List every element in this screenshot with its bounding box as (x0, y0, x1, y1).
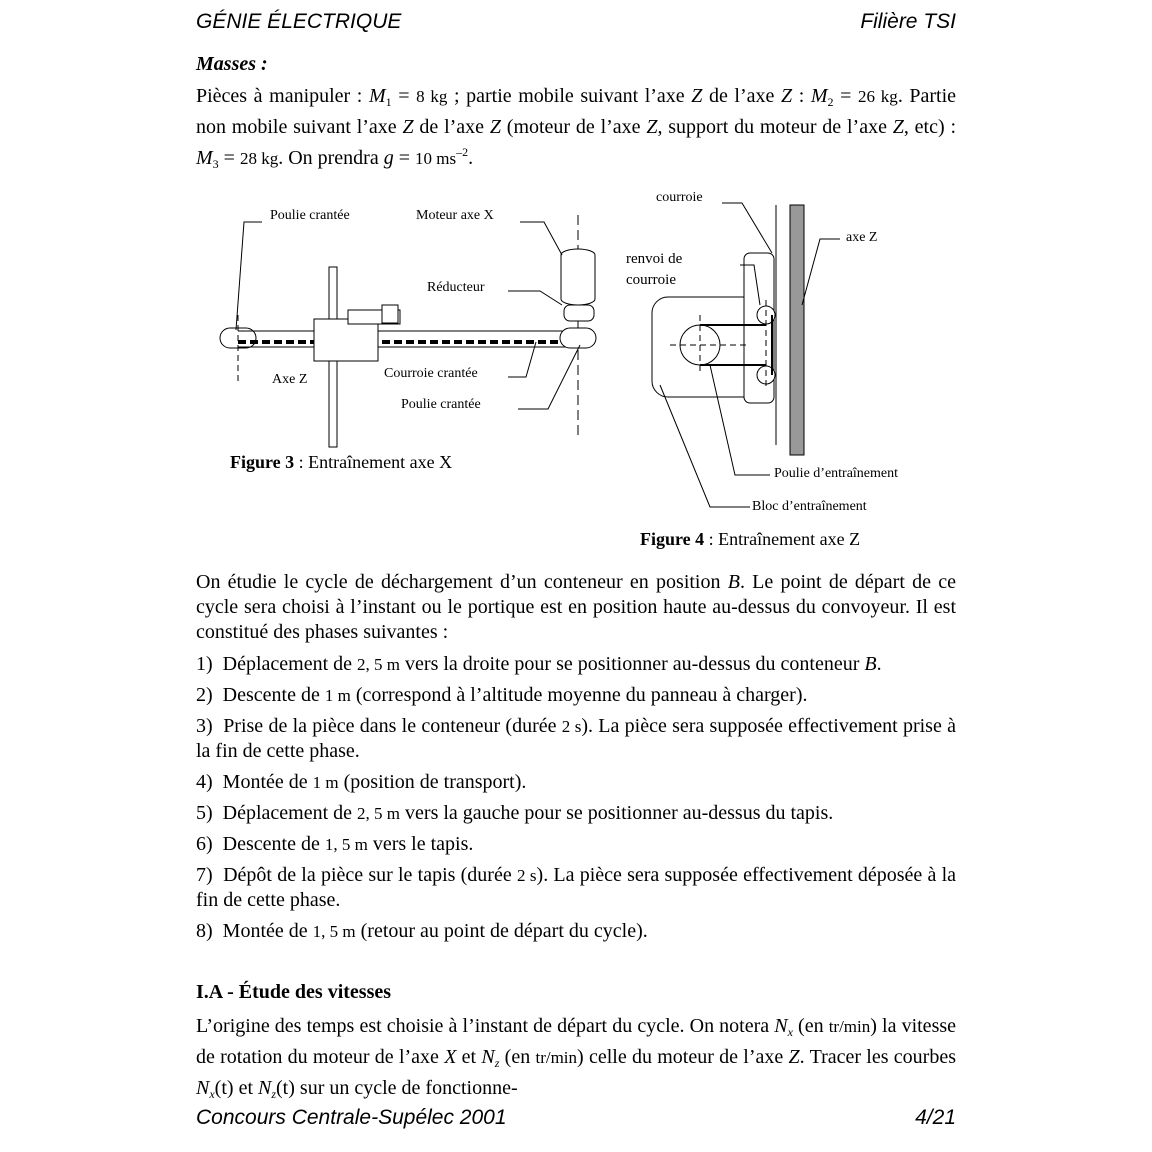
fig4-label-poulie: Poulie d’entraînement (774, 466, 899, 481)
fig3-label-moteur: Moteur axe X (416, 208, 494, 223)
phase-item: 5) Déplacement de 2, 5 m vers la gauche pour se positionner au-dessus du tapis. (196, 802, 834, 824)
fig3-label-poulie-bottom: Poulie crantée (401, 397, 481, 412)
belt-shape (238, 331, 580, 347)
fig4-label-axez: axe Z (846, 230, 878, 245)
fig3-label-reducteur: Réducteur (427, 280, 485, 295)
phase-item: 3) Prise de la pièce dans le conteneur (durée 2 s). La pièce sera supposée effectivement prise à la fin de cette phase. (196, 715, 956, 762)
fig4-label-renvoi-1: renvoi de (626, 251, 683, 267)
motor-assembly (560, 215, 596, 435)
intro-paragraph: On étudie le cycle de déchargement d’un conteneur en position B. Le point de départ de ce cycle sera choisi à l’instant ou le portique est en position haute au-dessus du convoyeur. Il est constitué des phases suivantes : (196, 571, 956, 643)
fig3-label-axez: Axe Z (272, 372, 308, 387)
phase-item: 1) Déplacement de 2, 5 m vers la droite pour se positionner au-dessus du conteneur B. (196, 653, 882, 675)
header-subject: GÉNIE ÉLECTRIQUE (196, 10, 402, 33)
phase-item: 2) Descente de 1 m (correspond à l’altitude moyenne du panneau à charger). (196, 684, 808, 706)
figure-3-diagram (210, 195, 610, 455)
z-axis-bar (776, 205, 804, 455)
phase-item: 8) Montée de 1, 5 m (retour au point de départ du cycle). (196, 920, 648, 942)
figure-3-caption: Figure 3 : Entraînement axe X (230, 452, 453, 472)
phases-list (196, 652, 956, 950)
fig4-label-courroie: courroie (656, 190, 703, 205)
fig4-label-renvoi-2: courroie (626, 272, 676, 288)
fig4-label-bloc: Bloc d’entraînement (752, 499, 867, 514)
phase-item: 7) Dépôt de la pièce sur le tapis (durée 2 s). La pièce sera supposée effectivement déposée à la fin de cette phase. (196, 864, 957, 911)
footer-contest: Concours Centrale-Supélec 2001 (196, 1106, 507, 1129)
figure-4-caption: Figure 4 : Entraînement axe Z (640, 529, 861, 549)
fig3-label-courroie: Courroie crantée (384, 366, 478, 381)
phase-item: 4) Montée de 1 m (position de transport). (196, 771, 527, 793)
footer-page-number: 4/21 (915, 1106, 956, 1129)
speeds-paragraph: L’origine des temps est choisie à l’instant de départ du cycle. On notera $N_x$ (en tr/min) la vitesse de rotation du moteur de l’axe X et $N_z$ (en tr/min) celle du moteur de l’axe Z. Tracer les courbes $N_x(t)$ et $N_z(t)$ sur un cycle de fonctionne- (196, 1015, 957, 1101)
left-pulley-shape (220, 315, 256, 385)
phase-item: 6) Descente de 1, 5 m vers le tapis. (196, 833, 474, 855)
z-axis-column (314, 267, 400, 447)
masses-paragraph: Pièces à manipuler : $M_1 = 8$ kg ; partie mobile suivant l’axe Z de l’axe Z : $M_2 = 26$ kg. Partie non mobile suivant l’axe Z de l’axe Z (moteur de l’axe Z, support du moteur de l’axe Z, etc) : $M_3 = 28$ kg. On prendra g = 10 $ms^{-2}$. (196, 85, 957, 171)
section-title: I.A - Étude des vitesses (196, 981, 392, 1003)
fig3-label-poulie-top: Poulie crantée (270, 208, 350, 223)
masses-title: Masses : (196, 53, 268, 75)
header-track: Filière TSI (860, 10, 956, 33)
